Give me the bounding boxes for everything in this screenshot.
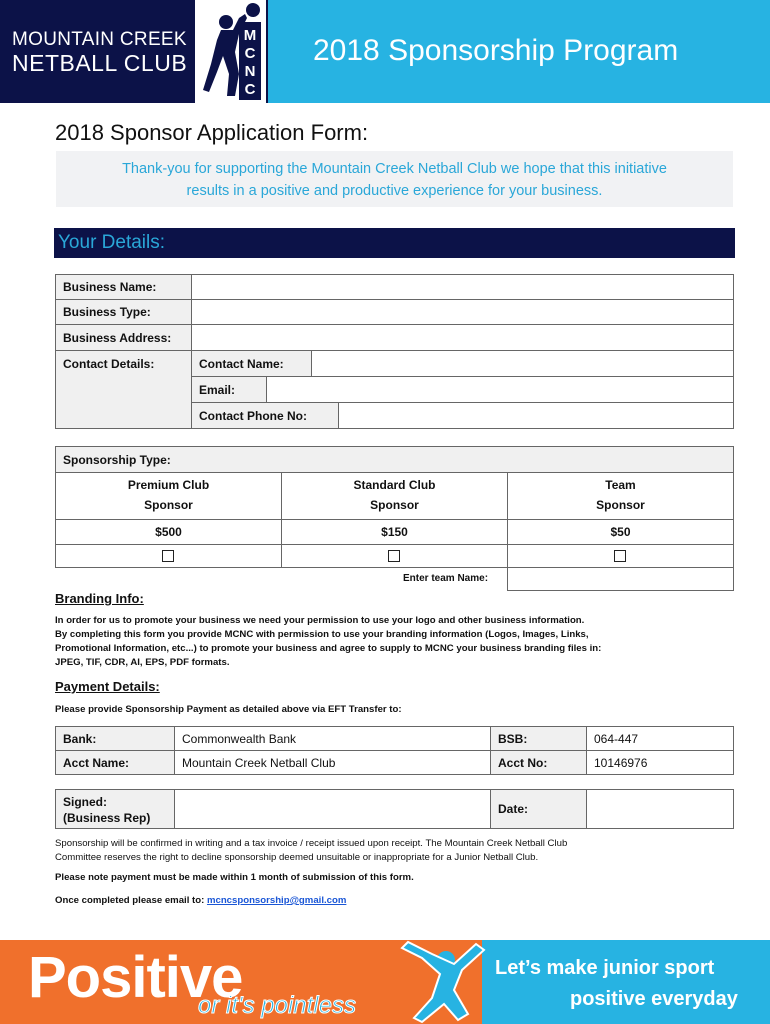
banner-positive-text: Positive [28,945,243,1010]
sponsorship-email-link[interactable]: mcncsponsorship@gmail.com [206,895,347,906]
positive-sport-banner [0,940,770,1024]
club-name-line2: NETBALL CLUB [12,50,188,76]
date-field[interactable] [586,789,734,829]
premium-checkbox[interactable] [162,550,174,562]
signed-line1: Signed: [63,795,107,809]
confirm-line2: Committee reserves the right to decline sponsorship deemed unsuitable or inappropriate for a Junior Netball Club. [55,852,539,863]
business-address-field[interactable] [191,324,734,351]
branding-line3: Promotional Information, etc...) to promote your business and agree to supply to MCNC your business branding files in: [55,643,602,654]
logo-letter-c1: C [244,45,256,62]
team-line1: Team [605,478,636,492]
acct-no-label: Acct No: [490,750,587,775]
page-title: 2018 Sponsorship Program [313,34,679,67]
contact-name-field[interactable] [311,350,734,377]
premium-line2: Sponsor [144,498,193,512]
business-name-field[interactable] [191,274,734,300]
acct-name-value: Mountain Creek Netball Club [174,750,491,775]
acct-name-label: Acct Name: [55,750,175,775]
contact-name-label: Contact Name: [191,350,312,377]
business-type-field[interactable] [191,299,734,325]
bank-value: Commonwealth Bank [174,726,491,751]
payment-note: Please note payment must be made within 1 month of submission of this form. [55,872,414,883]
form-title: 2018 Sponsor Application Form: [55,120,369,145]
thank-you-message [56,151,733,207]
signed-label [55,789,175,829]
jumping-figure-icon [392,940,492,1024]
banner-pointless-text: or it's pointless [198,992,356,1019]
team-name-field[interactable] [507,567,734,591]
contact-details-label: Contact Details: [55,350,192,429]
banner-slogan-line1: Let’s make junior sport [495,957,715,979]
email-instruction [55,895,346,906]
standard-line2: Sponsor [370,498,419,512]
email-label: Email: [191,376,267,403]
team-line2: Sponsor [596,498,645,512]
branding-line2: By completing this form you provide MCNC with permission to use your branding information (Logos, Images, Links, [55,629,589,640]
banner-slogan-line2: positive everyday [570,988,738,1010]
logo-letter-c2: C [244,81,256,98]
team-checkbox[interactable] [614,550,626,562]
contact-phone-field[interactable] [338,402,734,429]
team-sponsor-header [507,472,734,520]
standard-line1: Standard Club [353,478,436,492]
email-field[interactable] [266,376,734,403]
premium-line1: Premium Club [127,478,210,492]
bsb-label: BSB: [490,726,587,751]
acct-no-value: 10146976 [586,750,734,775]
email-prefix: Once completed please email to: [55,895,207,906]
business-type-label: Business Type: [55,299,192,325]
club-name-line1: MOUNTAIN CREEK [12,29,187,50]
premium-price: $500 [55,519,282,545]
bank-label: Bank: [55,726,175,751]
branding-line4: JPEG, TIF, CDR, AI, EPS, PDF formats. [55,657,230,668]
premium-sponsor-header [55,472,282,520]
banner-right-panel [482,940,770,1024]
page-header [0,0,770,103]
bsb-value: 064-447 [586,726,734,751]
team-price: $50 [507,519,734,545]
team-name-label: Enter team Name: [403,573,489,584]
payment-intro: Please provide Sponsorship Payment as detailed above via EFT Transfer to: [55,704,402,715]
club-name-block [0,0,193,103]
payment-heading: Payment Details: [55,679,160,694]
your-details-heading: Your Details: [54,228,735,258]
business-address-label: Business Address: [55,324,192,351]
thank-you-line2: results in a positive and productive experience for your business. [186,183,603,199]
date-label: Date: [490,789,587,829]
branding-heading: Branding Info: [55,591,144,606]
thank-you-line1: Thank-you for supporting the Mountain Creek Netball Club we hope that this initiative [122,161,667,177]
business-name-label: Business Name: [55,274,192,300]
confirm-line1: Sponsorship will be confirmed in writing and a tax invoice / receipt issued upon receipt. The Mountain Creek Netball Club [55,838,568,849]
title-block [268,0,770,103]
logo-letter-n: N [244,63,256,80]
signature-field[interactable] [174,789,491,829]
club-logo [193,0,268,103]
standard-checkbox[interactable] [388,550,400,562]
signed-line2: (Business Rep) [63,811,151,825]
sponsorship-type-heading: Sponsorship Type: [55,446,734,473]
branding-line1: In order for us to promote your business we need your permission to use your logo and other business information. [55,615,585,626]
standard-price: $150 [281,519,508,545]
contact-phone-label: Contact Phone No: [191,402,339,429]
logo-letter-m: M [243,27,257,44]
standard-sponsor-header [281,472,508,520]
